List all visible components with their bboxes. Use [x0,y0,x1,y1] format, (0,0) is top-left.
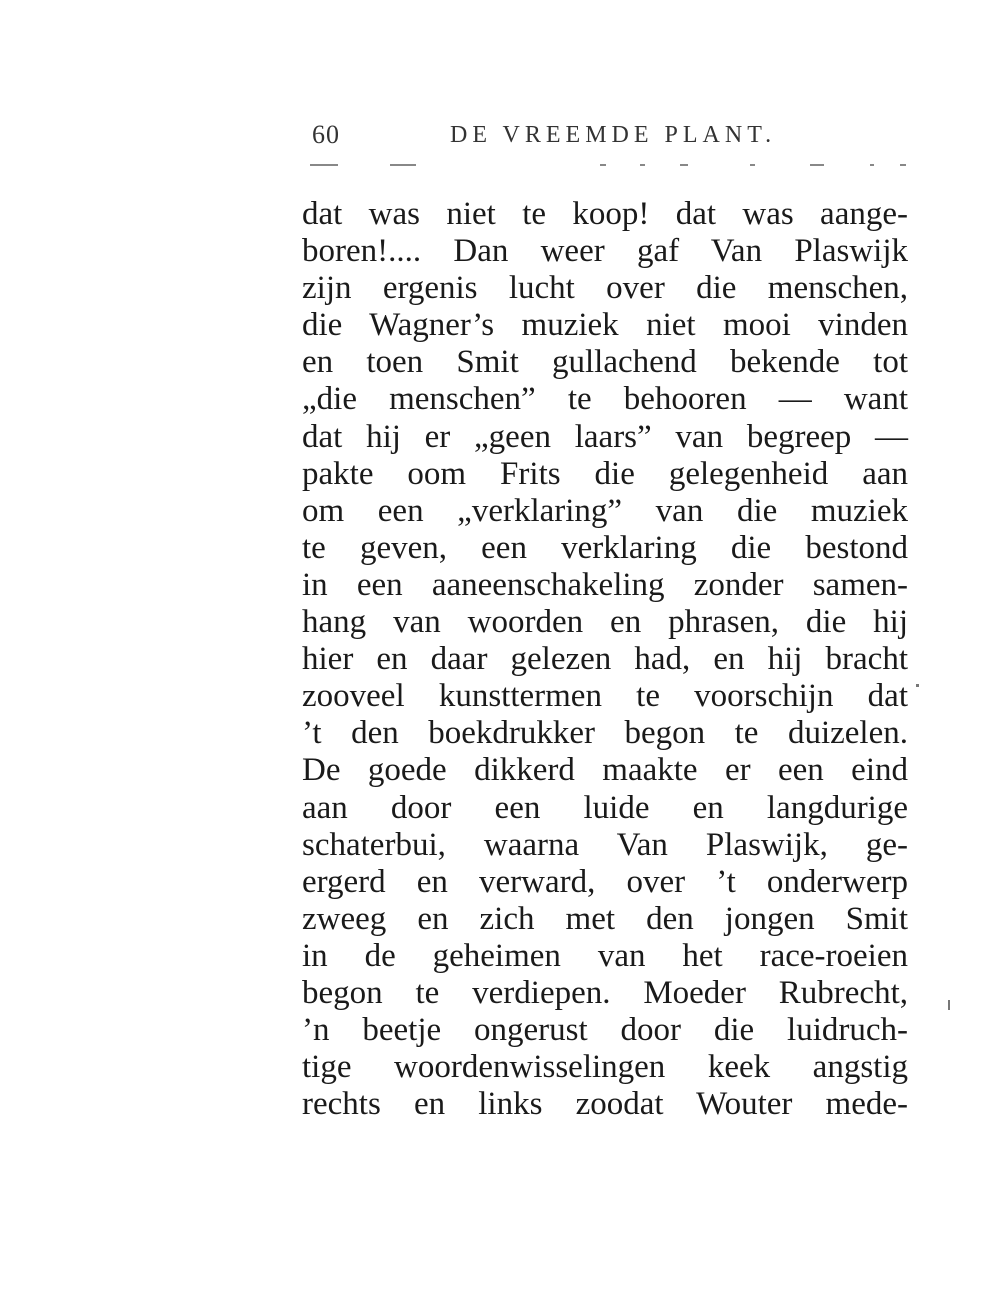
text-line: in de geheimen van het race-roeien [302,937,908,974]
text-line: om een „verklaring” van die muziek [302,492,908,529]
text-line: tige woordenwisselingen keek angstig [302,1049,908,1086]
text-line: die Wagner’s muziek niet mooi vinden [302,307,908,344]
scan-speck [916,684,919,687]
text-line: zooveel kunsttermen te voorschijn dat [302,678,908,715]
text-line: ’t den boekdrukker begon te duizelen. [302,715,908,752]
text-line: aan door een luide en langdurige [302,789,908,826]
body-text [302,196,908,1123]
text-line: De goede dikkerd maakte er een eind [302,752,908,789]
text-line: hier en daar gelezen had, en hij bracht [302,641,908,678]
text-line: boren!.... Dan weer gaf Van Plaswijk [302,233,908,270]
running-head [310,120,910,152]
running-title: DE VREEMDE PLANT. [450,122,777,148]
text-line: zijn ergenis lucht over die menschen, [302,270,908,307]
text-line: ’n beetje ongerust door die luidruch- [302,1012,908,1049]
text-line: in een aaneenschakeling zonder samen- [302,566,908,603]
text-line: ergerd en verward, over ’t onderwerp [302,863,908,900]
text-line: zweeg en zich met den jongen Smit [302,900,908,937]
header-rule [310,160,910,172]
text-line: schaterbui, waarna Van Plaswijk, ge- [302,826,908,863]
text-line: te geven, een verklaring die bestond [302,529,908,566]
text-line: en toen Smit gullachend bekende tot [302,344,908,381]
text-line: „die menschen” te behooren — want [302,381,908,418]
text-line: rechts en links zoodat Wouter mede- [302,1086,908,1123]
text-line: pakte oom Frits die gelegenheid aan [302,455,908,492]
page-number: 60 [312,120,340,149]
text-line: dat hij er „geen laars” van begreep — [302,418,908,455]
scan-speck [948,1000,950,1010]
text-line: begon te verdiepen. Moeder Rubrecht, [302,974,908,1011]
text-line: hang van woorden en phrasen, die hij [302,604,908,641]
text-line: dat was niet te koop! dat was aange- [302,196,908,232]
